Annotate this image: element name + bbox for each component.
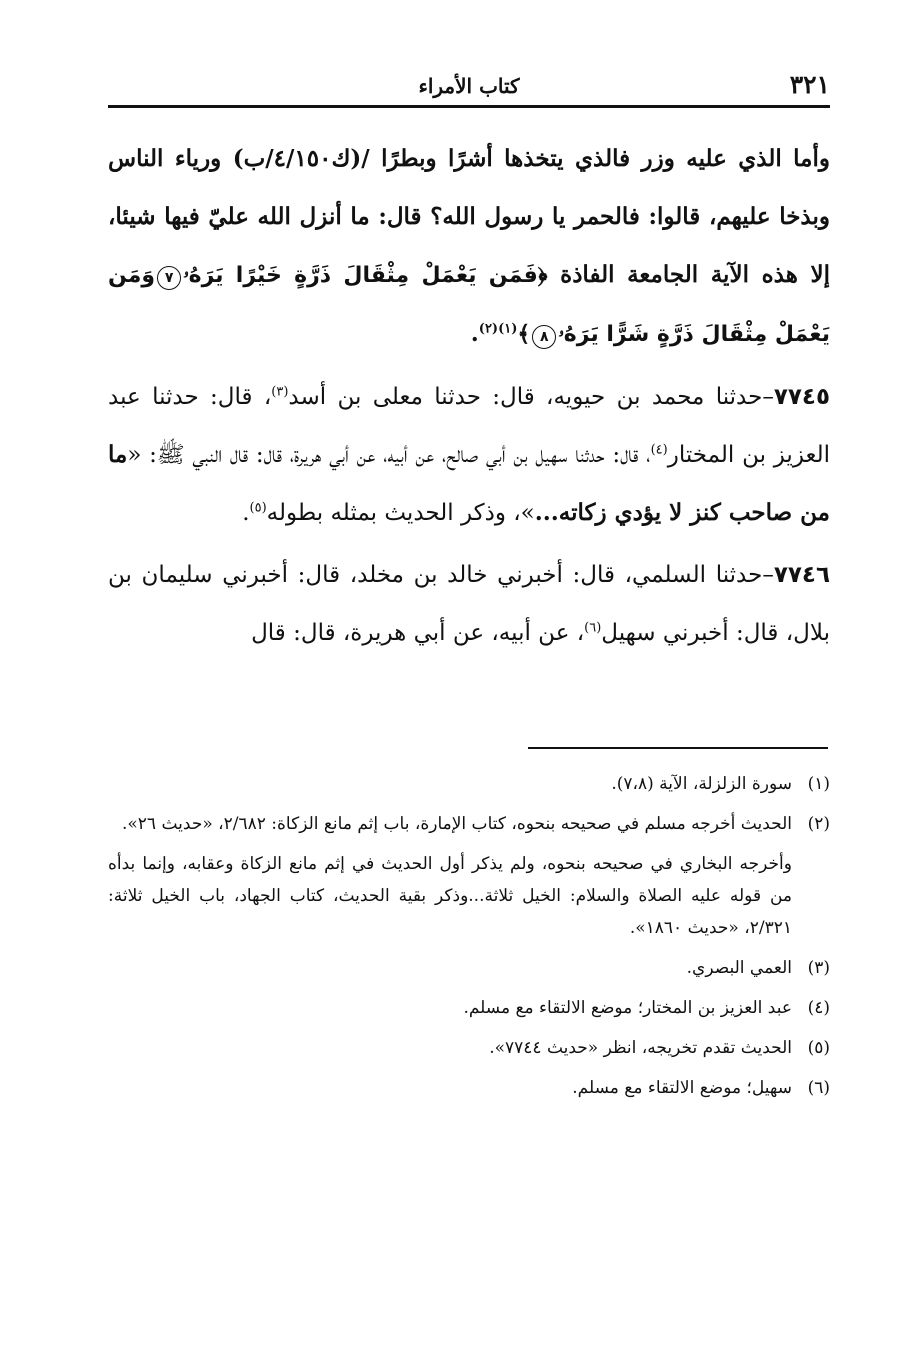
- footnote-text: وأخرجه البخاري في صحيحه بنحوه، ولم يذكر أول الحديث في إثم مانع الزكاة وعقابه، وإنما بدأه من قوله عليه الصلاة والسلام: الخيل ثلاثة...وذكر بقية الحديث، كتاب الجهاد، باب الخيل ثلاثة: ٢/٣٢١، «حديث ١٨٦٠».: [108, 854, 792, 938]
- paragraph-text: وأما الذي عليه وزر فالذي يتخذها أشرًا وبطرًا /(ك٤/١٥٠/ب) ورياء الناس وبذخا عليهم، قالوا: فالحمر يا رسول الله؟ قال: ما أنزل الله عليّ فيها شيئا، إلا هذه الآية الجامعة الفاذة: [108, 145, 830, 288]
- hadith-number: ٧٧٤٦: [773, 562, 830, 588]
- main-text: [108, 130, 830, 666]
- hadith-matn: ما من صاحب كنز لا يؤدي زكاته...: [108, 441, 830, 526]
- footnote-number: (٢): [807, 814, 830, 834]
- footnote-text: سهيل؛ موضع الالتقاء مع مسلم.: [572, 1078, 792, 1098]
- quran-text-2: وَمَن يَعْمَلْ مِثْقَالَ ذَرَّةٍ شَرًّا يَرَهُۥ: [108, 263, 830, 347]
- footnote-number: (٥): [807, 1038, 830, 1058]
- footnote-ref: (٦): [584, 620, 602, 636]
- footnote-number: (٦): [807, 1078, 830, 1098]
- footnote-text: سورة الزلزلة، الآية (٧،٨).: [611, 774, 792, 794]
- ayah-number-mark: ٨: [532, 325, 556, 349]
- quran-open-bracket: ﴿: [537, 263, 548, 288]
- footnote-ref: (١)(٢): [478, 321, 518, 337]
- footnote-text: العمي البصري.: [686, 958, 792, 978]
- footnote: [108, 952, 830, 984]
- footnote-separator: [528, 747, 828, 749]
- footnote: [108, 992, 830, 1024]
- hadith-text: –حدثنا محمد بن حيويه، قال: حدثنا معلى بن أسد: [288, 384, 774, 410]
- hadith-text: ، قال: حدثنا عبد العزيز بن المختار: [108, 384, 831, 468]
- header-rule: [108, 105, 830, 108]
- footnote-text: الحديث تقدم تخريجه، انظر «حديث ٧٧٤٤».: [489, 1038, 792, 1058]
- footnote-ref: (٤): [650, 442, 668, 458]
- hadith-text: –حدثنا السلمي، قال: أخبرني خالد بن مخلد، قال: أخبرني سليمان بن بلال، قال: أخبرني سهيل: [108, 562, 830, 646]
- page-header: [108, 60, 830, 108]
- ayah-number-mark: ٧: [157, 266, 181, 290]
- hadith-text: .: [242, 500, 250, 526]
- hadith-text: ، عن أبيه، عن أبي هريرة، قال: قال: [251, 620, 585, 646]
- footnote-number: (٤): [807, 998, 830, 1018]
- footnote-number: (١): [807, 774, 830, 794]
- paragraph-continuation: [108, 130, 830, 364]
- footnote-continuation: [108, 848, 830, 944]
- footnotes: [108, 768, 830, 1112]
- footnote-ref: (٣): [271, 384, 289, 400]
- hadith-7746: [108, 546, 830, 662]
- footnote-number: (٣): [807, 958, 830, 978]
- quran-text-1: فَمَن يَعْمَلْ مِثْقَالَ ذَرَّةٍ خَيْرًا يَرَهُۥ: [183, 263, 538, 288]
- footnote-text: عبد العزيز بن المختار؛ موضع الالتقاء مع مسلم.: [463, 998, 792, 1018]
- footnote: [108, 808, 830, 840]
- page-number: ٣٢١: [789, 70, 830, 99]
- footnote-ref: (٥): [249, 500, 267, 516]
- footnote: [108, 1032, 830, 1064]
- footnote: [108, 768, 830, 800]
- hadith-text: »، وذكر الحديث بمثله بطوله: [266, 500, 535, 526]
- hadith-7745: [108, 368, 830, 542]
- footnote-text: الحديث أخرجه مسلم في صحيحه بنحوه، كتاب الإمارة، باب إثم مانع الزكاة: ٢/٦٨٢، «حديث ٢٦».: [121, 814, 792, 834]
- running-title: كتاب الأمراء: [418, 74, 520, 98]
- quran-close-bracket: ﴾: [517, 322, 531, 347]
- hadith-text: ، قال: حدثنا سهيل بن أبي صالح، عن أبيه، عن أبي هريرة، قال: قال النبي ﷺ: «: [127, 442, 651, 468]
- paragraph-end: .: [470, 320, 479, 347]
- footnote: [108, 1072, 830, 1104]
- hadith-number: ٧٧٤٥: [773, 384, 830, 410]
